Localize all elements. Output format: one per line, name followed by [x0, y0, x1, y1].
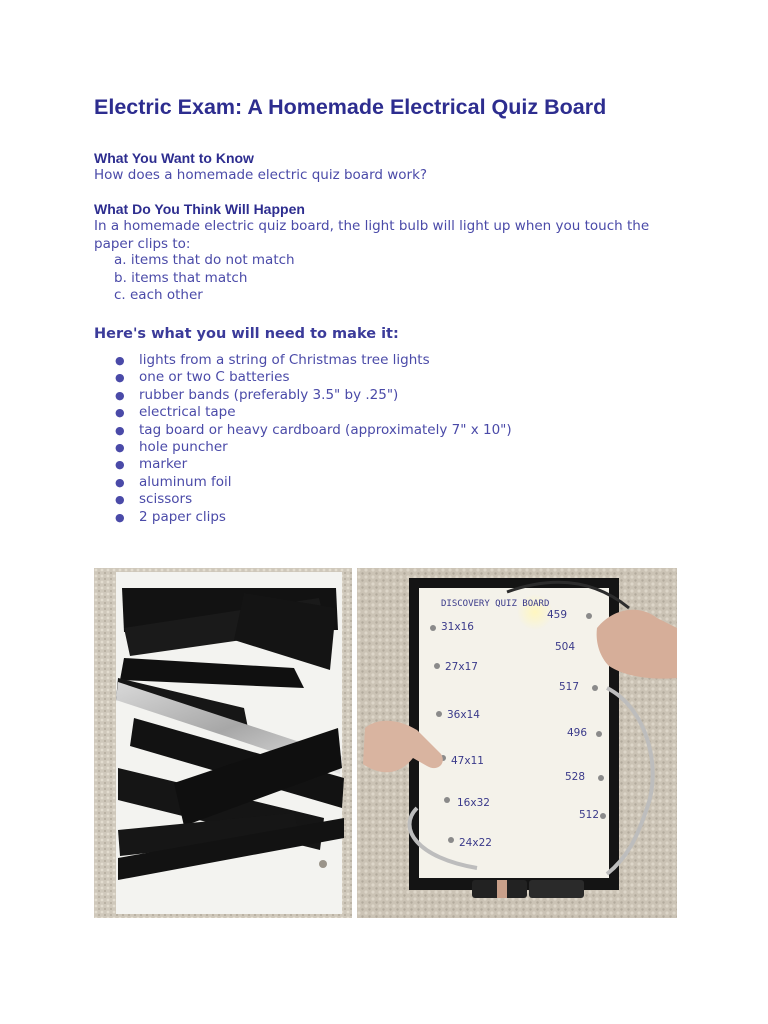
hypothesis-text-line2: paper clips to:	[94, 235, 191, 252]
list-item-text: hole puncher	[139, 439, 228, 456]
bullet-icon: ●	[115, 388, 125, 402]
materials-heading: Here's what you will need to make it:	[94, 326, 399, 342]
materials-list	[114, 352, 512, 526]
board-title: DISCOVERY QUIZ BOARD	[441, 599, 550, 609]
list-item	[114, 439, 512, 456]
list-item	[114, 387, 512, 404]
list-item	[114, 509, 512, 526]
list-item-text: lights from a string of Christmas tree lights	[139, 352, 430, 368]
bullet-icon: ●	[115, 493, 125, 507]
question-text: How does a homemade electric quiz board work?	[94, 167, 428, 183]
answer-label: 459	[547, 609, 568, 621]
heading-what-will-happen: What Do You Think Will Happen	[94, 201, 305, 217]
list-item	[114, 404, 512, 421]
question-label: 27x17	[445, 661, 478, 673]
answer-option-a: a. items that do not match	[114, 252, 295, 268]
list-item-text: 2 paper clips	[139, 508, 226, 525]
answer-options	[114, 252, 295, 305]
board-back-illustration	[94, 568, 352, 918]
list-item	[114, 491, 512, 508]
bullet-icon: ●	[115, 406, 125, 420]
answer-label: 512	[579, 809, 600, 821]
answer-label: 517	[559, 681, 580, 693]
question-label: 31x16	[441, 621, 474, 633]
list-item-text: scissors	[139, 491, 193, 508]
list-item-text: one or two C batteries	[139, 369, 290, 386]
answer-label: 528	[565, 771, 586, 783]
page-title: Electric Exam: A Homemade Electrical Quiz Board	[94, 95, 607, 119]
list-item	[114, 352, 512, 369]
bullet-icon: ●	[115, 354, 125, 367]
heading-what-you-want-to-know: What You Want to Know	[94, 150, 254, 166]
bullet-icon: ●	[115, 423, 125, 437]
list-item-text: aluminum foil	[139, 473, 232, 490]
list-item	[114, 474, 512, 491]
list-item-text: rubber bands (preferably 3.5" by .25")	[139, 386, 399, 403]
answer-option-c: c. each other	[114, 287, 203, 304]
question-label: 36x14	[447, 709, 480, 721]
question-label: 47x11	[451, 755, 484, 767]
photo-board-back	[94, 568, 352, 918]
list-item	[114, 369, 512, 386]
bullet-icon: ●	[115, 371, 125, 385]
hypothesis-text-line1: In a homemade electric quiz board, the light bulb will light up when you touch the	[94, 218, 650, 234]
list-item-text: tag board or heavy cardboard (approximately 7" x 10")	[139, 421, 512, 438]
answer-option-b: b. items that match	[114, 269, 248, 286]
list-item-text: marker	[139, 456, 188, 473]
bullet-icon: ●	[115, 510, 125, 524]
list-item	[114, 422, 512, 439]
answer-label: 496	[567, 727, 588, 739]
board-front-illustration	[357, 568, 677, 918]
bullet-icon: ●	[115, 441, 125, 455]
bullet-icon: ●	[115, 475, 125, 489]
list-item	[114, 456, 512, 473]
question-label: 24x22	[459, 837, 492, 849]
bullet-icon: ●	[115, 458, 125, 472]
photo-board-front	[357, 568, 677, 918]
list-item-text: electrical tape	[139, 404, 236, 421]
answer-label: 504	[555, 641, 576, 653]
question-label: 16x32	[457, 797, 490, 809]
